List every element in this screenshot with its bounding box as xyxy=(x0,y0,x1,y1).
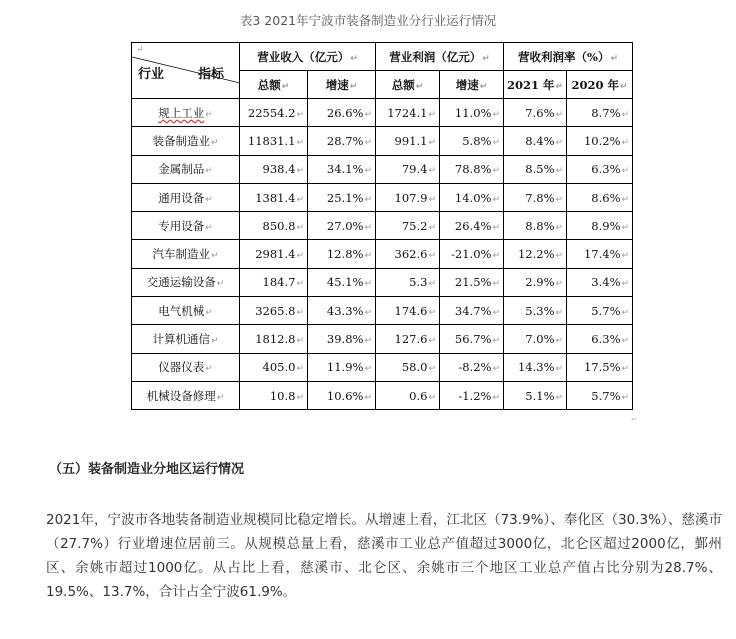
row-value-cell: 107.9↵ xyxy=(376,183,440,211)
row-value-cell: 10.8↵ xyxy=(240,381,308,409)
row-value-cell: 1812.8↵ xyxy=(240,325,308,353)
row-value-cell: 11.0%↵ xyxy=(440,99,504,127)
row-value-cell: 34.7%↵ xyxy=(440,297,504,325)
row-value-cell: -8.2%↵ xyxy=(440,353,504,381)
table-body xyxy=(132,99,633,410)
row-value-cell: 405.0↵ xyxy=(240,353,308,381)
row-value-cell: 2981.4↵ xyxy=(240,240,308,268)
row-value-cell: 5.3%↵ xyxy=(504,297,567,325)
section-title: （五）装备制造业分地区运行情况 xyxy=(49,462,245,477)
row-industry-name: 仪器仪表↵ xyxy=(132,353,240,381)
row-value-cell: 8.9%↵ xyxy=(567,212,633,240)
row-value-cell: 3265.8↵ xyxy=(240,297,308,325)
row-industry-name: 专用设备↵ xyxy=(132,212,240,240)
row-value-cell: 3.4%↵ xyxy=(567,268,633,296)
subheader-cell: 增速↵ xyxy=(440,71,504,99)
row-industry-name: 交通运输设备↵ xyxy=(132,268,240,296)
subheader-cell: 2020 年↵ xyxy=(567,71,633,99)
table-row xyxy=(132,297,633,325)
row-value-cell: 184.7↵ xyxy=(240,268,308,296)
table-caption: 表3 2021年宁波市装备制造业分行业运行情况 xyxy=(239,13,497,28)
corner-label-industry: 行业 xyxy=(138,67,165,82)
row-value-cell: 1724.1↵ xyxy=(376,99,440,127)
corner-label-indicator: 指标 xyxy=(198,67,225,82)
row-industry-name: 金属制品↵ xyxy=(132,155,240,183)
row-value-cell: 12.2%↵ xyxy=(504,240,567,268)
row-value-cell: 1381.4↵ xyxy=(240,183,308,211)
table-row xyxy=(132,183,633,211)
row-industry-name: 装备制造业↵ xyxy=(132,127,240,155)
row-value-cell: 850.8↵ xyxy=(240,212,308,240)
table-row xyxy=(132,99,633,127)
row-value-cell: 26.6%↵ xyxy=(308,99,376,127)
row-value-cell: 8.6%↵ xyxy=(567,183,633,211)
row-value-cell: 11.9%↵ xyxy=(308,353,376,381)
group-header-margin: 营收利润率（%）↵ xyxy=(504,43,633,71)
row-industry-name: 计算机通信↵ xyxy=(132,325,240,353)
row-value-cell: 58.0↵ xyxy=(376,353,440,381)
paragraph-mark-icon: ↵ xyxy=(136,45,144,55)
row-value-cell: 938.4↵ xyxy=(240,155,308,183)
subheader-cell: 2021 年↵ xyxy=(504,71,567,99)
row-value-cell: 79.4↵ xyxy=(376,155,440,183)
row-value-cell: 56.7%↵ xyxy=(440,325,504,353)
row-industry-name: 通用设备↵ xyxy=(132,183,240,211)
row-value-cell: 22554.2↵ xyxy=(240,99,308,127)
row-value-cell: 5.1%↵ xyxy=(504,381,567,409)
row-value-cell: 5.7%↵ xyxy=(567,381,633,409)
table-row xyxy=(132,325,633,353)
row-value-cell: -21.0%↵ xyxy=(440,240,504,268)
row-industry-name: 电气机械↵ xyxy=(132,297,240,325)
row-value-cell: 10.2%↵ xyxy=(567,127,633,155)
row-value-cell: 14.0%↵ xyxy=(440,183,504,211)
row-value-cell: 6.3%↵ xyxy=(567,155,633,183)
row-value-cell: 8.5%↵ xyxy=(504,155,567,183)
row-value-cell: 12.8%↵ xyxy=(308,240,376,268)
industry-table xyxy=(131,42,633,410)
row-value-cell: 991.1↵ xyxy=(376,127,440,155)
group-header-profit: 营业利润（亿元）↵ xyxy=(376,43,504,71)
row-value-cell: 362.6↵ xyxy=(376,240,440,268)
row-value-cell: 5.8%↵ xyxy=(440,127,504,155)
row-industry-name: 规上工业↵ xyxy=(132,99,240,127)
row-value-cell: 14.3%↵ xyxy=(504,353,567,381)
row-value-cell: 25.1%↵ xyxy=(308,183,376,211)
row-value-cell: 5.7%↵ xyxy=(567,297,633,325)
subheader-cell: 增速↵ xyxy=(308,71,376,99)
row-value-cell: 10.6%↵ xyxy=(308,381,376,409)
table-row xyxy=(132,353,633,381)
row-value-cell: 27.0%↵ xyxy=(308,212,376,240)
row-value-cell: 17.5%↵ xyxy=(567,353,633,381)
row-value-cell: 127.6↵ xyxy=(376,325,440,353)
row-value-cell: 2.9%↵ xyxy=(504,268,567,296)
row-value-cell: 45.1%↵ xyxy=(308,268,376,296)
row-value-cell: 28.7%↵ xyxy=(308,127,376,155)
row-industry-name: 汽车制造业↵ xyxy=(132,240,240,268)
row-value-cell: -1.2%↵ xyxy=(440,381,504,409)
row-value-cell: 0.6↵ xyxy=(376,381,440,409)
row-value-cell: 8.7%↵ xyxy=(567,99,633,127)
table-row xyxy=(132,127,633,155)
table-row xyxy=(132,240,633,268)
row-value-cell: 7.8%↵ xyxy=(504,183,567,211)
row-value-cell: 174.6↵ xyxy=(376,297,440,325)
row-value-cell: 5.3↵ xyxy=(376,268,440,296)
row-value-cell: 34.1%↵ xyxy=(308,155,376,183)
row-value-cell: 8.8%↵ xyxy=(504,212,567,240)
row-value-cell: 43.3%↵ xyxy=(308,297,376,325)
row-value-cell: 39.8%↵ xyxy=(308,325,376,353)
table-row xyxy=(132,155,633,183)
row-value-cell: 6.3%↵ xyxy=(567,325,633,353)
corner-header-cell xyxy=(132,43,240,99)
row-value-cell: 26.4%↵ xyxy=(440,212,504,240)
subheader-cell: 总额↵ xyxy=(240,71,308,99)
row-value-cell: 7.6%↵ xyxy=(504,99,567,127)
row-value-cell: 11831.1↵ xyxy=(240,127,308,155)
row-value-cell: 17.4%↵ xyxy=(567,240,633,268)
header-row-groups xyxy=(132,43,633,71)
group-header-revenue: 营业收入（亿元）↵ xyxy=(240,43,376,71)
row-industry-name: 机械设备修理↵ xyxy=(132,381,240,409)
table-row xyxy=(132,381,633,409)
row-value-cell: 21.5%↵ xyxy=(440,268,504,296)
table-row xyxy=(132,268,633,296)
row-value-cell: 7.0%↵ xyxy=(504,325,567,353)
subheader-cell: 总额↵ xyxy=(376,71,440,99)
row-value-cell: 75.2↵ xyxy=(376,212,440,240)
row-value-cell: 8.4%↵ xyxy=(504,127,567,155)
body-paragraph: 2021年，宁波市各地装备制造业规模同比稳定增长。从增速上看，江北区（73.9%）、奉化区（30.3%）、慈溪市（27.7%）行业增速位居前三。从规模总量上看，慈溪市工业总产值超过3000亿，北仑区超过2000亿，鄞州区、余姚市超过1000亿。从占比上看，慈溪市、北仑区、余姚市三个地区工业总产值占比分别为28.7%、19.5%、13.7%，合计占全宁波61.9%。 xyxy=(46,512,722,600)
table-row xyxy=(132,212,633,240)
row-value-cell: 78.8%↵ xyxy=(440,155,504,183)
table-end-mark: ⌐ xyxy=(631,415,638,424)
